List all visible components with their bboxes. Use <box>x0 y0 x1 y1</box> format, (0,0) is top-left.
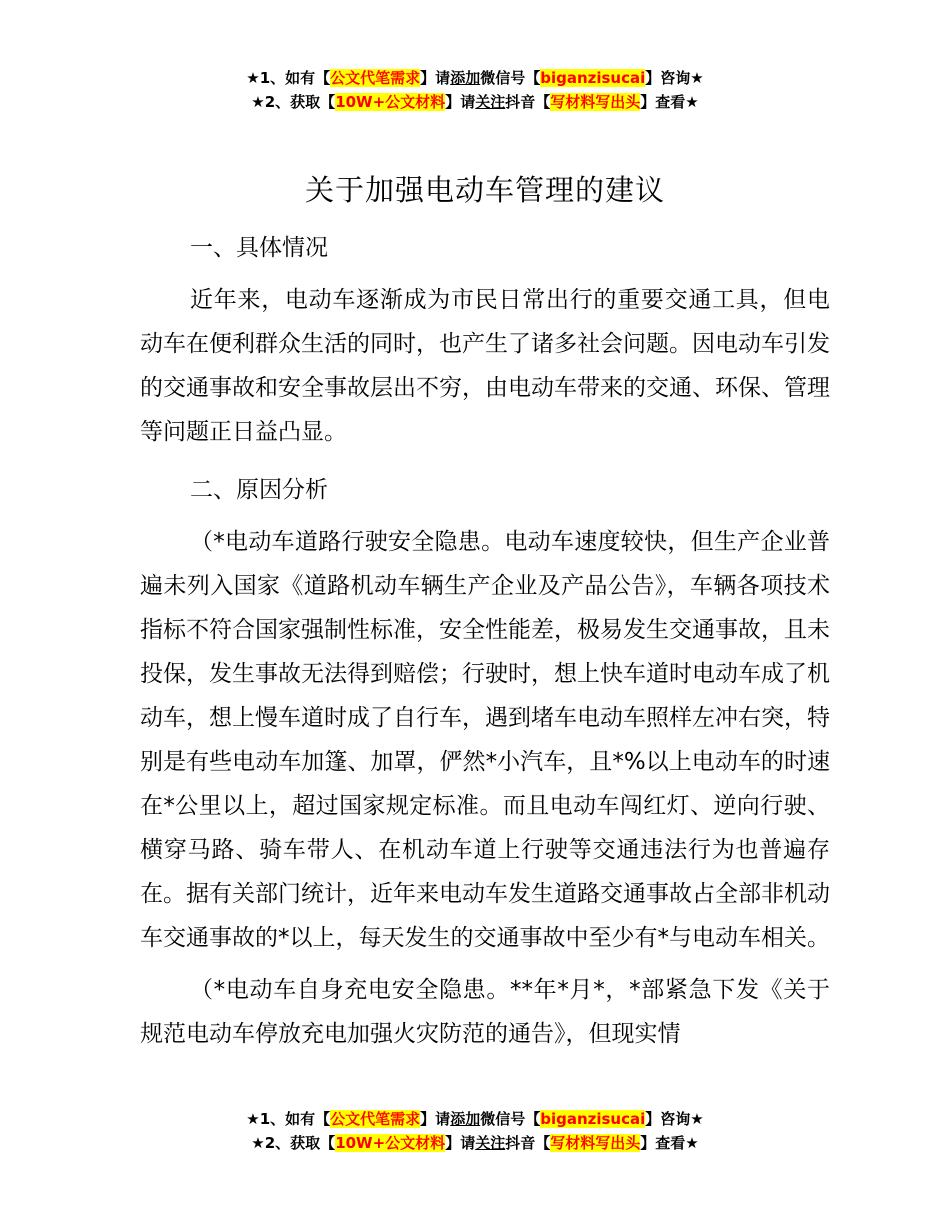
highlight-douyin-account: 写材料写出头 <box>550 93 641 111</box>
section-heading-2: 二、原因分析 <box>190 477 328 503</box>
paragraph: （*电动车道路行驶安全隐患。电动车速度较快，但生产企业普遍未列入国家《道路机动车辆生产企业及产品公告》，车辆各项技术指标不符合国家强制性标准，安全性能差，极易发生交通事故，且未投保，发生事故无法得到赔偿；行驶时，想上快车道时电动车成了机动车，想上慢车道时成了自行车，遇到堵车电动车照样左冲右突，特别是有些电动车加篷、加罩，俨然*小汽车，且*%以上电动车的时速在*公里以上，超过国家规定标准。而且电动车闯红灯、逆向行驶、横穿马路、骑车带人、在机动车道上行驶等交通违法行为也普遍存在。据有关部门统计，近年来电动车发生道路交通事故占全部非机动车交通事故的*以上，每天发生的交通事故中至少有*与电动车相关。 <box>140 529 830 951</box>
paragraph: 近年来，电动车逐渐成为市民日常出行的重要交通工具，但电动车在便利群众生活的同时，也产生了诸多社会问题。因电动车引发的交通事故和安全事故层出不穷，由电动车带来的交通、环保、管理等问题正日益凸显。 <box>140 287 830 445</box>
paragraph: （*电动车自身充电安全隐患。**年*月*，*部紧急下发《关于规范电动车停放充电加强火灾防范的通告》，但现实情 <box>140 977 830 1047</box>
header-banner <box>0 66 950 114</box>
banner-line-1: ★1、如有【公文代笔需求】请添加微信号【biganzisucai】咨询★ <box>246 69 704 87</box>
highlight-materials: 10W+公文材料 <box>335 93 446 111</box>
highlight-wechat-id: biganzisucai <box>540 1110 646 1128</box>
highlight-service: 公文代笔需求 <box>330 1110 421 1128</box>
banner-line-2: ★2、获取【10W+公文材料】请关注抖音【写材料写出头】查看★ <box>251 93 699 111</box>
section-heading-1: 一、具体情况 <box>190 235 328 261</box>
highlight-materials: 10W+公文材料 <box>335 1134 446 1152</box>
footer-banner <box>0 1107 950 1155</box>
document-title: 关于加强电动车管理的建议 <box>304 173 665 207</box>
highlight-service: 公文代笔需求 <box>330 69 421 87</box>
document-body <box>140 168 830 1056</box>
banner-line-2: ★2、获取【10W+公文材料】请关注抖音【写材料写出头】查看★ <box>251 1134 699 1152</box>
banner-line-1: ★1、如有【公文代笔需求】请添加微信号【biganzisucai】咨询★ <box>246 1110 704 1128</box>
highlight-douyin-account: 写材料写出头 <box>550 1134 641 1152</box>
highlight-wechat-id: biganzisucai <box>540 69 646 87</box>
